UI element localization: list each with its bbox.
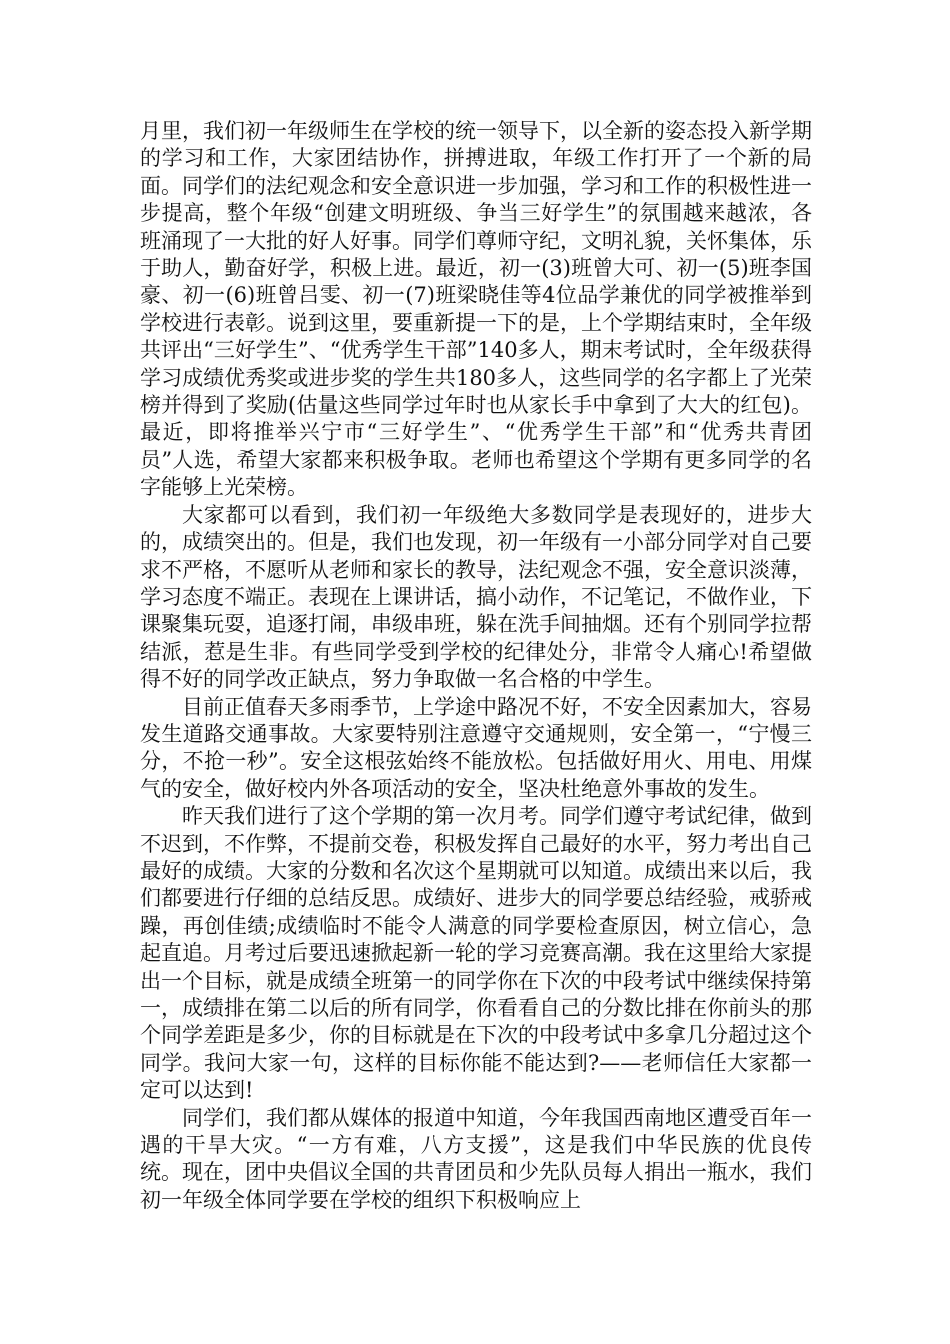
paragraph-class-achievements: 月里，我们初一年级师生在学校的统一领导下，以全新的姿态投入新学期的学习和工作，大家团结协作，拼搏进取，年级工作打开了一个新的局面。同学们的法纪观念和安全意识进一步加强，学习和工作的积极性进一步提高，整个年级“创建文明班级、争当三好学生”的氛围越来越浓，各班涌现了一大批的好人好事。同学们尊师守纪，文明礼貌，关怀集体，乐于助人，勤奋好学，积极上进。最近，初一(3)班曾大可、初一(5)班李国豪、初一(6)班曾吕雯、初一(7)班梁晓佳等4位品学兼优的同学被推举到学校进行表彰。说到这里，要重新提一下的是，上个学期结束时，全年级共评出“三好学生”、“优秀学生干部”140多人，期末考试时，全年级获得学习成绩优秀奖或进步奖的学生共180多人，这些同学的名字都上了光荣榜并得到了奖励(估量这些同学过年时也从家长手中拿到了大大的红包)。最近，即将推举兴宁市“三好学生”、“优秀学生干部”和“优秀共青团员”人选，希望大家都来积极争取。老师也希望这个学期有更多同学的名字能够上光荣榜。 (140, 119, 812, 500)
document-body (140, 118, 812, 1214)
paragraph-safety-reminder: 目前正值春天多雨季节，上学途中路况不好，不安全因素加大，容易发生道路交通事故。大家要特别注意遵守交通规则，安全第一，“宁慢三分，不抢一秒”。安全这根弦始终不能放松。包括做好用火、用电、用煤气的安全，做好校内外各项活动的安全，坚决杜绝意外事故的发生。 (140, 694, 812, 801)
paragraph-monthly-exam: 昨天我们进行了这个学期的第一次月考。同学们遵守考试纪律，做到不迟到，不作弊，不提前交卷，积极发挥自己最好的水平，努力考出自己最好的成绩。大家的分数和名次这个星期就可以知道。成绩出来以后，我们都要进行仔细的总结反思。成绩好、进步大的同学要总结经验，戒骄戒躁，再创佳绩;成绩临时不能令人满意的同学要检查原因，树立信心，急起直追。月考过后要迅速掀起新一轮的学习竞赛高潮。我在这里给大家提出一个目标，就是成绩全班第一的同学你在下次的中段考试中继续保持第一，成绩排在第二以后的所有同学，你看看自己的分数比排在你前头的那个同学差距是多少，你的目标就是在下次的中段考试中多拿几分超过这个同学。我问大家一句，这样的目标你能不能达到?——老师信任大家都一定可以达到! (140, 804, 812, 1103)
paragraph-drought-relief: 同学们，我们都从媒体的报道中知道，今年我国西南地区遭受百年一遇的干旱大灾。“一方有难，八方支援”，这是我们中华民族的优良传统。现在，团中央倡议全国的共青团员和少先队员每人捐出一瓶水，我们初一年级全体同学要在学校的组织下积极响应上 (140, 1105, 812, 1212)
paragraph-discipline-problems: 大家都可以看到，我们初一年级绝大多数同学是表现好的，进步大的，成绩突出的。但是，我们也发现，初一年级有一小部分同学对自己要求不严格，不愿听从老师和家长的教导，法纪观念不强，安全意识淡薄，学习态度不端正。表现在上课讲话，搞小动作，不记笔记，不做作业，下课聚集玩耍，追逐打闹，串级串班，躲在洗手间抽烟。还有个别同学拉帮结派，惹是生非。有些同学受到学校的纪律处分，非常令人痛心!希望做得不好的同学改正缺点，努力争取做一名合格的中学生。 (140, 502, 812, 692)
